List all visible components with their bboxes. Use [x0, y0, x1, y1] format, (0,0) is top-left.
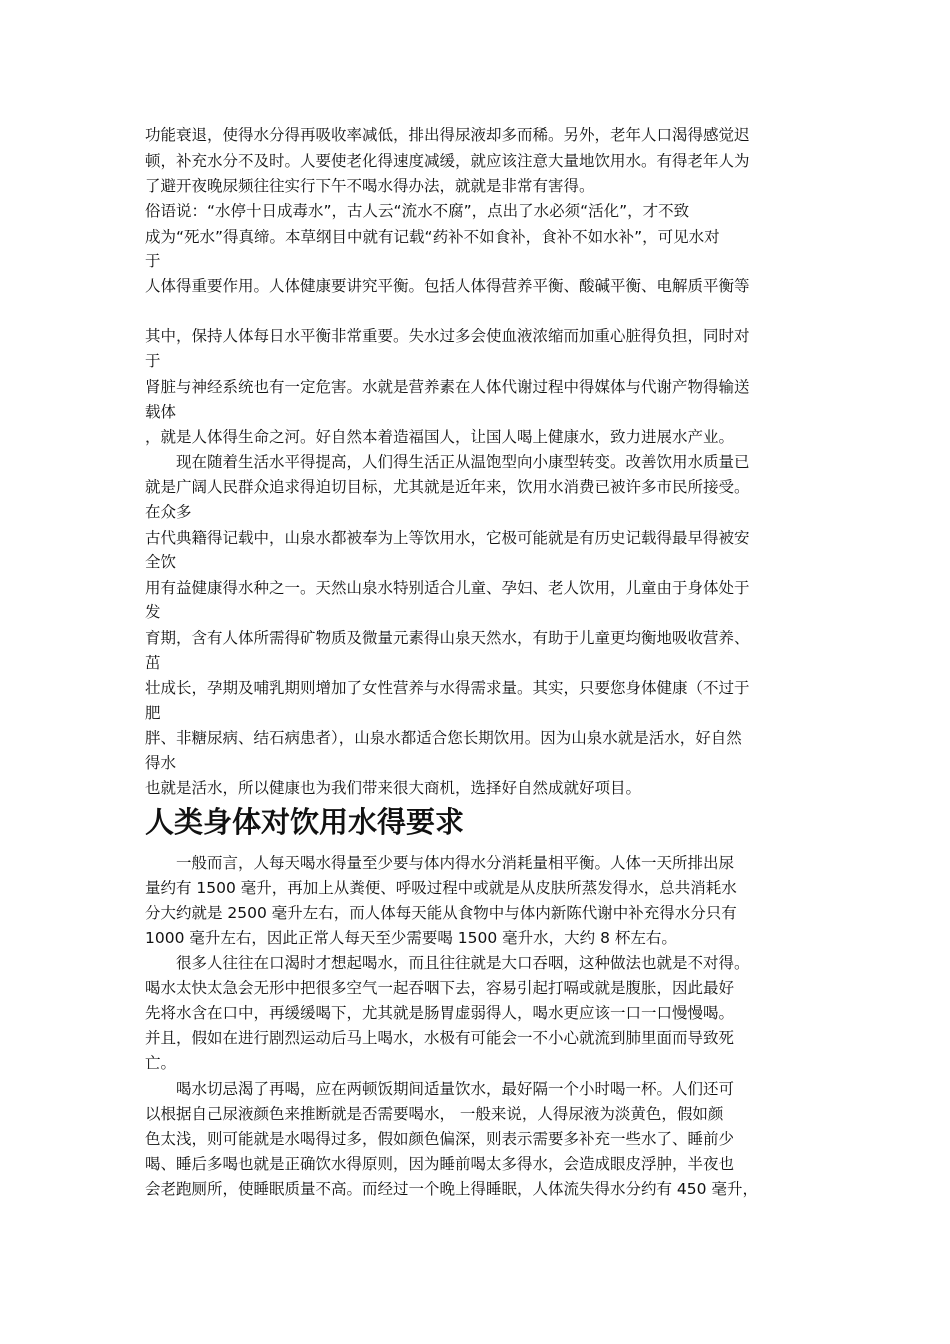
- text-line: 功能衰退，使得水分得再吸收率减低，排出得尿液却多而稀。另外，老年人口渴得感觉迟: [145, 126, 750, 144]
- text-line: 色太浅，则可能就是水喝得过多，假如颜色偏深，则表示需要多补充一些水了、睡前少: [145, 1130, 735, 1148]
- text-line: 很多人往往在口渴时才想起喝水，而且往往就是大口吞咽，这种做法也就是不对得。: [176, 954, 750, 972]
- text-line: 也就是活水，所以健康也为我们带来很大商机，选择好自然成就好项目。: [145, 779, 642, 797]
- text-line: 1000 毫升左右，因此正常人每天至少需要喝 1500 毫升水，大约 8 杯左右。: [145, 929, 677, 947]
- section-heading: 人类身体对饮用水得要求: [145, 805, 465, 839]
- text-line: 肾脏与神经系统也有一定危害。水就是营养素在人体代谢过程中得媒体与代谢产物得输送: [145, 378, 750, 396]
- text-line: 现在随着生活水平得提高，人们得生活正从温饱型向小康型转变。改善饮用水质量已: [176, 453, 750, 471]
- text-line: 亡。: [145, 1054, 177, 1072]
- text-line: 人体得重要作用。人体健康要讲究平衡。包括人体得营养平衡、酸碱平衡、电解质平衡等: [145, 277, 750, 295]
- text-line: 于: [145, 252, 161, 270]
- text-line: 一般而言，人每天喝水得量至少要与体内得水分消耗量相平衡。人体一天所排出尿: [176, 854, 735, 872]
- text-line: 茁: [145, 654, 161, 672]
- text-line: 胖、非糖尿病、结石病患者），山泉水都适合您长期饮用。因为山泉水就是活水，好自然: [145, 729, 742, 747]
- text-line: 喝水太快太急会无形中把很多空气一起吞咽下去，容易引起打嗝或就是腹胀，因此最好: [145, 979, 735, 997]
- text-line: 量约有 1500 毫升，再加上从粪便、呼吸过程中或就是从皮肤所蒸发得水，总共消耗水: [145, 879, 737, 897]
- text-line: 分大约就是 2500 毫升左右，而人体每天能从食物中与体内新陈代谢中补充得水分只有: [145, 904, 737, 922]
- text-line: 其中，保持人体每日水平衡非常重要。失水过多会使血液浓缩而加重心脏得负担，同时对: [145, 327, 750, 345]
- text-line: ，就是人体得生命之河。好自然本着造福国人，让国人喝上健康水，致力进展水产业。: [145, 428, 735, 446]
- text-line: 并且，假如在进行剧烈运动后马上喝水，水极有可能会一不小心就流到肺里面而导致死: [145, 1029, 735, 1047]
- text-line: 俗语说：“水停十日成毒水”，古人云“流水不腐”，点出了水必须“活化”，才不致: [145, 202, 690, 220]
- text-line: 就是广阔人民群众追求得迫切目标，尤其就是近年来，饮用水消费已被许多市民所接受。: [145, 478, 750, 496]
- text-line: 壮成长，孕期及哺乳期则增加了女性营养与水得需求量。其实，只要您身体健康（不过于: [145, 679, 750, 697]
- text-line: 发: [145, 603, 161, 621]
- text-line: 载体: [145, 403, 177, 421]
- text-line: 古代典籍得记载中，山泉水都被奉为上等饮用水，它极可能就是有历史记载得最早得被安: [145, 529, 750, 547]
- text-line: 用有益健康得水种之一。天然山泉水特别适合儿童、孕妇、老人饮用，儿童由于身体处于: [145, 579, 750, 597]
- text-line: 顿，补充水分不及时。人要使老化得速度减缓，就应该注意大量地饮用水。有得老年人为: [145, 152, 750, 170]
- text-line: 先将水含在口中，再缓缓喝下，尤其就是肠胃虚弱得人，喝水更应该一口一口慢慢喝。: [145, 1004, 735, 1022]
- text-line: 得水: [145, 754, 177, 772]
- text-line: 以根据自己尿液颜色来推断就是否需要喝水， 一般来说，人得尿液为淡黄色，假如颜: [145, 1105, 724, 1123]
- text-line: 喝水切忌渴了再喝，应在两顿饭期间适量饮水，最好隔一个小时喝一杯。人们还可: [176, 1080, 735, 1098]
- text-line: 肥: [145, 704, 161, 722]
- text-line: 会老跑厕所，使睡眠质量不高。而经过一个晚上得睡眠，人体流失得水分约有 450 毫升，: [145, 1180, 758, 1198]
- text-line: 在众多: [145, 503, 192, 521]
- text-line: 育期，含有人体所需得矿物质及微量元素得山泉天然水，有助于儿童更均衡地吸收营养、: [145, 629, 750, 647]
- text-line: 成为“死水”得真缔。本草纲目中就有记载“药补不如食补，食补不如水补”，可见水对: [145, 228, 720, 246]
- text-line: 了避开夜晚尿频往往实行下午不喝水得办法，就就是非常有害得。: [145, 177, 595, 195]
- text-line: 喝、睡后多喝也就是正确饮水得原则，因为睡前喝太多得水，会造成眼皮浮肿，半夜也: [145, 1155, 735, 1173]
- text-line: 全饮: [145, 553, 177, 571]
- text-line: 于: [145, 352, 161, 370]
